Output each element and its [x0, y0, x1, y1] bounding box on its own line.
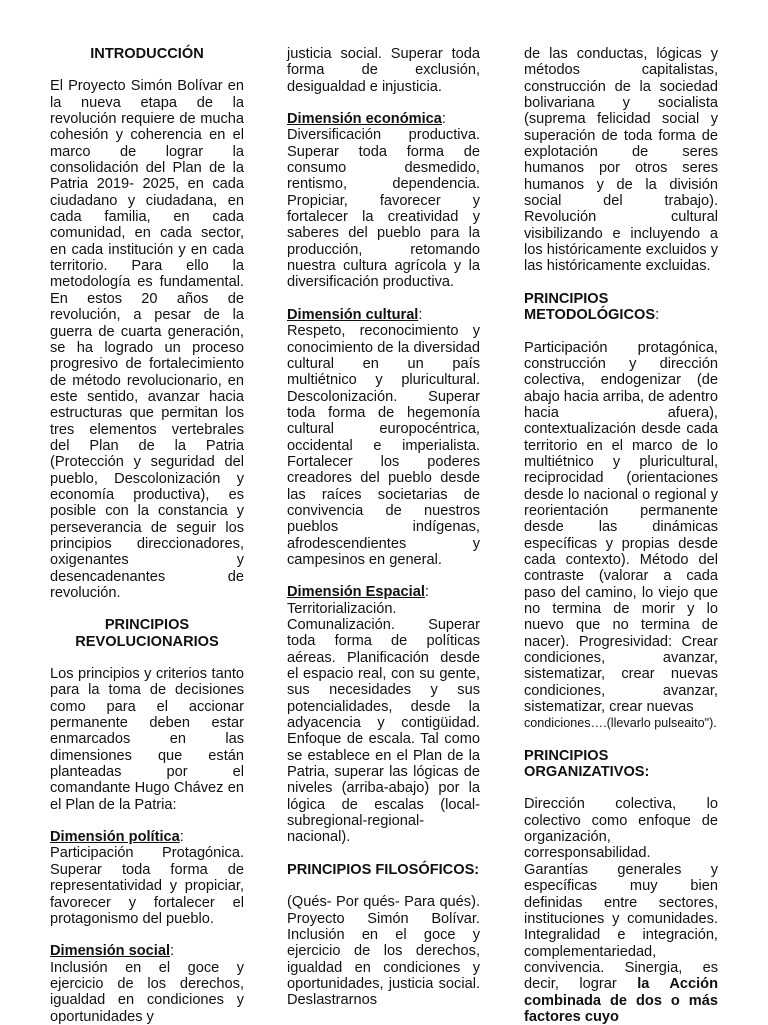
organizativos-paragraph: Dirección colectiva, lo colectivo como enfoque de organización, corresponsabilidad. Garantías generales y específicas muy bien definidas entre sectores, instituciones y comunidades. Integralidad e integración, complementariedad, convivencia. Sinergia, es decir, lograr la Acción combinada de dos o más factores cuyo	[524, 796, 719, 1025]
politica-block: Dimensión política:	[50, 829, 184, 846]
social-label: Dimensión social	[50, 943, 171, 960]
organizativos-bold-text: la Acción combinada de dos o más factores cuyo	[524, 976, 719, 1025]
column-3	[524, 46, 718, 1025]
organizativos-heading-line1: PRINCIPIOS	[524, 747, 609, 764]
intro-paragraph: El Proyecto Simón Bolívar en la nueva etapa de la revolución requiere de mucha cohesión y coherencia en el marco de lograr la consolidación del Plan de la Patria 2019- 2025, en cada ciudadano y ciudadana, en cada familia, en cada comunidad, en cada sector, en cada institución y en cada territorio. Para ello la metodología es fundamental. En estos 20 años de revolución, a pesar de la guerra de cuarta generación, se ha logrado un proceso progresivo de fortalecimiento de método revolucionario, en este sentido, avanzar hacia estructuras que permitan los tres elementos vertebrales del Plan de la Patria (Protección y seguridad del pueblo, Descolonización y economía productiva), es posible con la constancia y perseverancia de seguir los principios direccionadores, oxigenantes y desencadenantes de revolución.	[50, 78, 244, 601]
organizativos-heading-line2: ORGANIZATIVOS:	[524, 764, 650, 781]
economica-block: Dimensión económica:	[287, 111, 446, 128]
metodologicos-heading-line2: METODOLÓGICOS:	[524, 307, 660, 324]
social-paragraph: Inclusión en el goce y ejercicio de los derechos, igualdad en condiciones y oportunidades y	[50, 959, 244, 1025]
filosoficos-continuation: de las conductas, lógicas y métodos capitalistas, construcción de la sociedad bolivariana y socialista (suprema felicidad social y superación de toda forma de explotación de seres humanos por otros seres humanos y de la división social del trabajo). Revolución cultural visibilizando e incluyendo a los históricamente excluidos y las históricamente excluidas.	[524, 46, 718, 275]
cultural-paragraph: Respeto, reconocimiento y conocimiento de la diversidad cultural en un país multiétnico y pluricultural. Descolonización. Superar toda forma de hegemonía cultural europocéntrica, occidental e imperialista. Fortalecer los poderes creadores del pueblo desde las raíces societarias de convivencia de nuestros pueblos indígenas, afrodescendientes y campesinos en general.	[287, 323, 480, 568]
politica-paragraph: Participación Protagónica. Superar toda forma de representatividad y propiciar, favorecer y fortalecer el protagonismo del pueblo.	[50, 845, 244, 927]
cultural-label: Dimensión cultural	[287, 306, 419, 323]
metodologicos-small-text: condiciones….(llevarlo pulseaito").	[524, 716, 717, 731]
filosoficos-heading: PRINCIPIOS FILOSÓFICOS:	[287, 861, 480, 878]
metodologicos-heading-line1: PRINCIPIOS	[524, 290, 609, 307]
column-1	[50, 46, 244, 1025]
espacial-paragraph: Territorialización. Comunalización. Superar toda forma de políticas aéreas. Planificación desde el espacio real, con su gente, sus necesidades y sus potencialidades, desde la adyacencia y contigüidad. Enfoque de escala. Tal como se establece en el Plan de la Patria, superar las lógicas de niveles (arriba-abajo) por la lógica de escalas (local-subregional-regional-nacional).	[287, 600, 480, 846]
revolucionarios-paragraph: Los principios y criterios tanto para la toma de decisiones como para el accionar permanente deben estar enmarcados en las dimensiones que están planteadas por el comandante Hugo Chávez en el Plan de la Patria:	[50, 666, 244, 813]
espacial-label: Dimensión Espacial	[287, 584, 425, 601]
filosoficos-paragraph: (Qués- Por qués- Para qués). Proyecto Simón Bolívar. Inclusión en el goce y ejercicio de los derechos, igualdad en condiciones y oportunidades, justicia social. Deslastrarnos	[287, 894, 480, 1009]
economica-paragraph: Diversificación productiva. Superar toda forma de consumo desmedido, rentismo, dependencia. Propiciar, favorecer y fortalecer la creatividad y saberes del pueblo para la producción, retomando nuestra cultura agrícola y la diversificación productiva.	[287, 127, 480, 291]
revolucionarios-heading-line1: PRINCIPIOS	[104, 617, 190, 634]
revolucionarios-heading-line2: REVOLUCIONARIOS	[75, 633, 219, 650]
social-block: Dimensión social:	[50, 943, 175, 960]
economica-label: Dimensión económica	[287, 111, 442, 128]
espacial-block: Dimensión Espacial:	[287, 584, 429, 601]
column-2	[287, 46, 480, 1009]
metodologicos-paragraph: Participación protagónica, construcción y dirección colectiva, endogenizar (de abajo hacia arriba, de adentro hacia afuera), contextualización desde cada territorio en el marco de lo multiétnico y pluricultural, reciprocidad (orientaciones desde lo nacional o regional y reorientación permanente desde las dinámicas específicas y propias desde cada contexto). Método del contraste (valorar a cada paso del camino, lo viejo que no termina de morir y lo nuevo que no termina de nacer). Progresividad: Crear condiciones, avanzar, sistematizar, crear nuevas condiciones, avanzar, sistematizar, crear nuevas	[524, 339, 718, 716]
social-continuation: justicia social. Superar toda forma de exclusión, desigualdad e injusticia.	[287, 46, 480, 95]
politica-label: Dimensión política	[50, 829, 180, 846]
cultural-block: Dimensión cultural:	[287, 306, 423, 323]
intro-heading: INTRODUCCIÓN	[90, 46, 204, 62]
